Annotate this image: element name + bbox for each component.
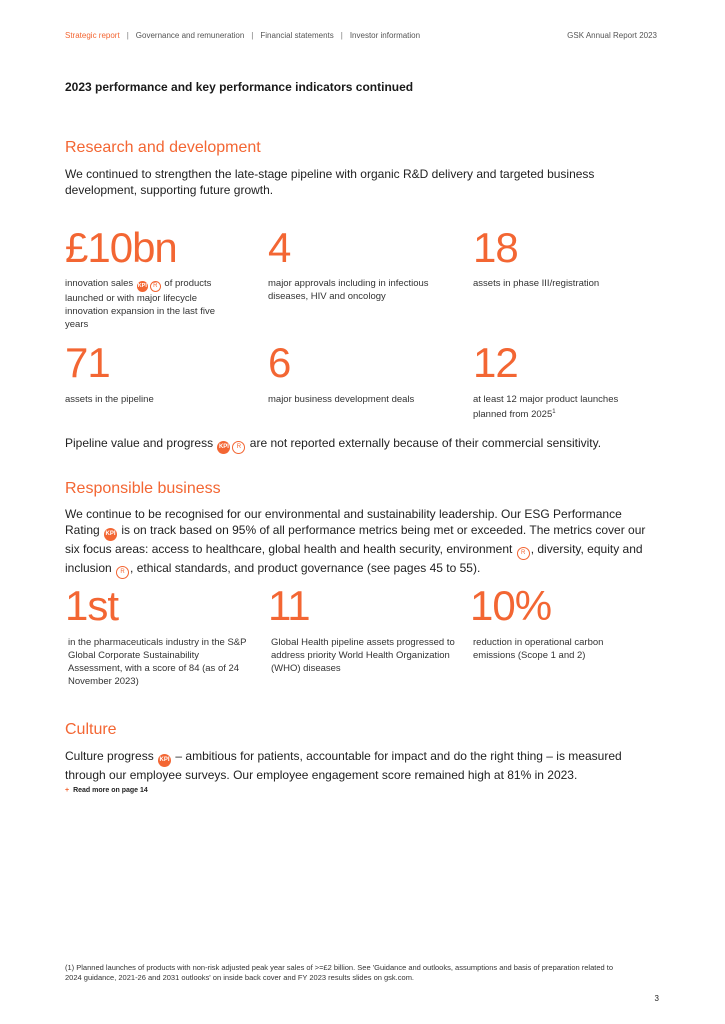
pipeline-text: are not reported externally because of their commercial sensitivity. [249, 436, 602, 450]
r-badge-icon: R [232, 441, 245, 454]
nav-separator: | [251, 31, 254, 40]
rb-intro [65, 506, 655, 579]
footnote-marker: (1) [65, 963, 75, 972]
rb-stat-caption: reduction in operational carbon emissions (Scope 1 and 2) [473, 637, 604, 661]
r-badge-icon: R [150, 281, 161, 292]
r-badge-icon: R [116, 566, 129, 579]
kpi-badge-icon: KPI [104, 528, 117, 541]
rd-pipeline-note [65, 435, 665, 454]
top-nav [65, 31, 420, 40]
plus-icon: + [65, 787, 70, 794]
nav-governance[interactable]: Governance and remuneration [135, 31, 245, 40]
kpi-badge-icon: KPI [137, 281, 148, 292]
nav-financial-statements[interactable]: Financial statements [260, 31, 334, 40]
rd-stat-caption: assets in the pipeline [65, 394, 154, 405]
rd-stat-caption [473, 393, 653, 421]
page-heading: 2023 performance and key performance indicators continued [65, 80, 414, 94]
rd-stat-caption: assets in phase III/registration [473, 278, 600, 289]
rb-stat-value: 10% [470, 582, 552, 629]
rd-stat-caption: major business development deals [268, 394, 415, 405]
footnote-text: Planned launches of products with non-risk adjusted peak year sales of >=£2 billion. See 'Guidance and outlooks, assumptions and basis of preparation related to 2024 guidance, 2021-26 and 2031 outlooks' on inside back cover and FY 2023 results slides on gsk.com. [65, 963, 614, 982]
caption-text: at least 12 major product launches planned from 2025 [473, 394, 619, 421]
kpi-badge-icon: KPI [158, 754, 171, 767]
culture-text-part: – ambitious for patients, accountable for impact and do the right thing – is measured through our employee surveys. Our employee engagement score remained high at 81% in 2023. [65, 749, 622, 782]
caption-text: of products launched or with major lifecycle innovation expansion in the last five years [65, 278, 215, 330]
rd-stat-value: 18 [473, 224, 518, 271]
rb-stat-caption: in the pharmaceuticals industry in the S&P Global Corporate Sustainability Assessment, with a score of 84 (as of 24 November 2023) [68, 637, 247, 687]
rd-stat-value: 6 [268, 339, 291, 386]
rd-stat-value: 12 [473, 339, 518, 386]
rd-stat-caption: major approvals including in infectious diseases, HIV and oncology [268, 278, 429, 302]
rb-stat-value: 11 [268, 582, 310, 629]
read-more-label: Read more on page 14 [73, 787, 148, 794]
read-more-link[interactable] [65, 787, 148, 794]
caption-text: innovation sales [65, 278, 134, 289]
rb-section-title: Responsible business [65, 480, 221, 497]
rd-stat-value: £10bn [65, 224, 177, 271]
pipeline-text: Pipeline value and progress [65, 436, 214, 450]
page-number: 3 [654, 994, 659, 1003]
rd-section-title: Research and development [65, 139, 261, 156]
nav-strategic-report[interactable]: Strategic report [65, 31, 120, 40]
rd-stat-caption [65, 277, 240, 331]
rd-intro: We continued to strengthen the late-stage pipeline with organic R&D delivery and targeted business development, supporting future growth. [65, 167, 595, 197]
footnote-ref[interactable]: 1 [552, 409, 556, 415]
kpi-badge-icon: KPI [217, 441, 230, 454]
rb-text: , ethical standards, and product governance (see pages 45 to 55). [130, 561, 481, 575]
nav-separator: | [126, 31, 129, 40]
rd-stat-value: 71 [65, 339, 110, 386]
culture-text [65, 748, 655, 783]
report-title: GSK Annual Report 2023 [567, 31, 657, 40]
culture-section-title: Culture [65, 721, 117, 738]
culture-text-part: Culture progress [65, 749, 154, 763]
rb-text: We continue to be recognised for our environmental and sustainability leadership. Our ESG Performance Rating [65, 507, 622, 537]
rb-text: , diversity, equity and inclusion [65, 542, 643, 575]
r-badge-icon: R [517, 547, 530, 560]
rb-text: is on track based on 95% of all performance metrics being met or exceeded. The metrics cover our six focus areas: access to healthcare, global health and health security, environment [65, 523, 646, 556]
rd-stat-value: 4 [268, 224, 291, 271]
nav-separator: | [340, 31, 343, 40]
footnote [65, 963, 625, 983]
rb-stat-value: 1st [65, 582, 119, 629]
rb-stat-caption: Global Health pipeline assets progressed to address priority World Health Organization (WHO) diseases [271, 637, 455, 674]
nav-investor-information[interactable]: Investor information [349, 31, 421, 40]
